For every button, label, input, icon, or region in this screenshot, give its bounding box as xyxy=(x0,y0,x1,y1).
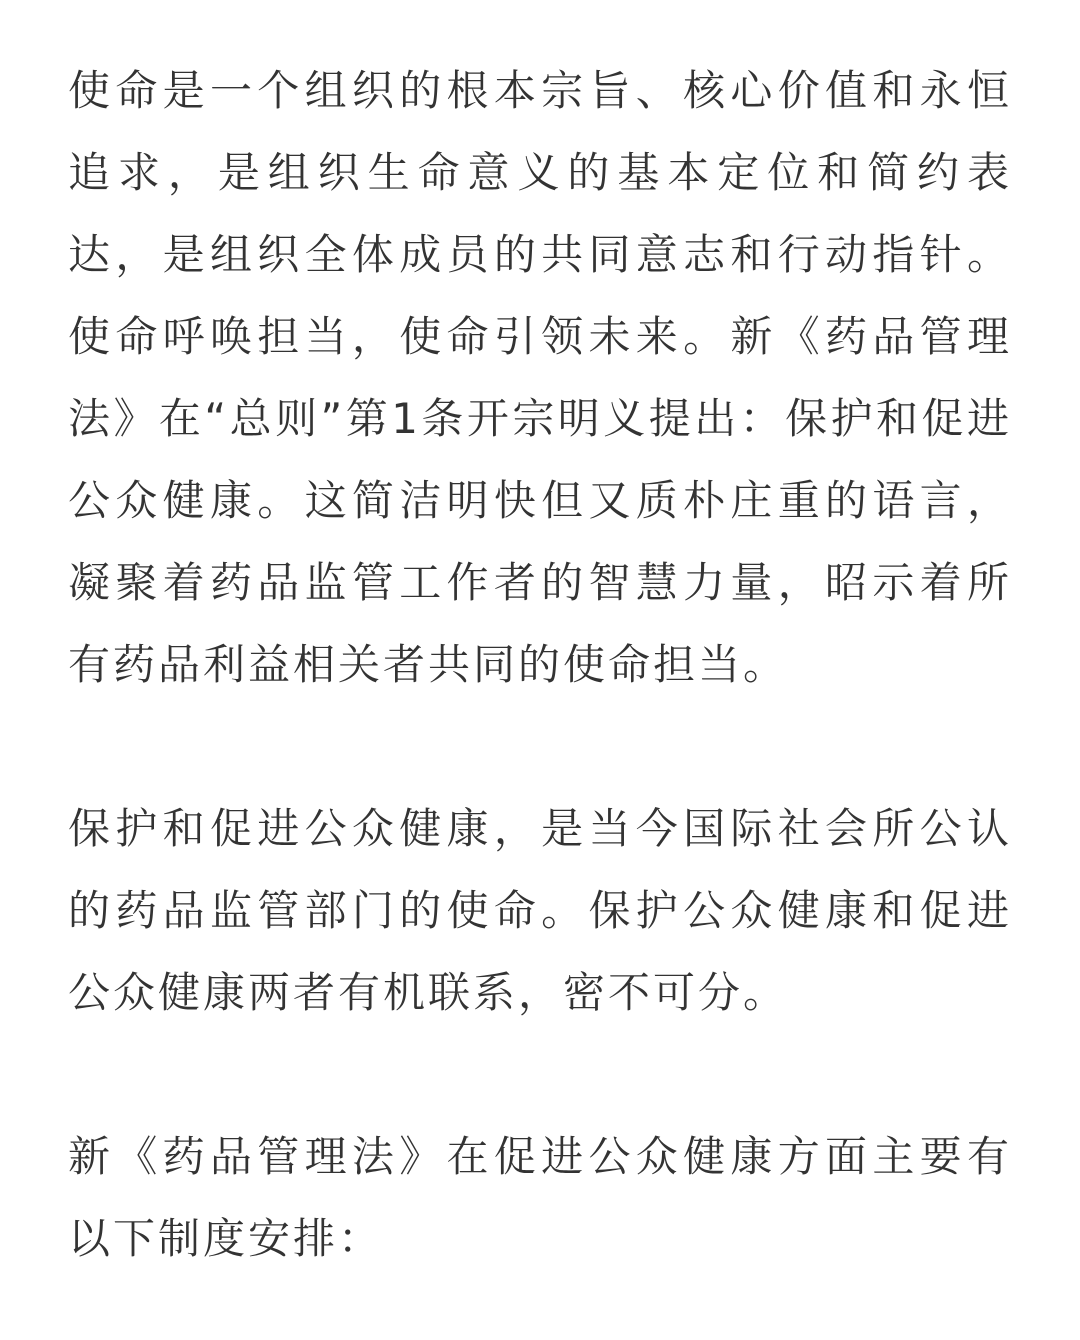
paragraph-arrangements: 新《药品管理法》在促进公众健康方面主要有以下制度安排： xyxy=(68,1132,1012,1263)
paragraph-public-health: 保护和促进公众健康，是当今国际社会所公认的药品监管部门的使命。保护公众健康和促进公众健康两者有机联系，密不可分。 xyxy=(68,804,1012,1017)
article-body xyxy=(68,50,1012,1280)
paragraph-mission: 使命是一个组织的根本宗旨、核心价值和永恒追求，是组织生命意义的基本定位和简约表达，是组织全体成员的共同意志和行动指针。使命呼唤担当，使命引领未来。新《药品管理法》在“总则”第1条开宗明义提出：保护和促进公众健康。这简洁明快但又质朴庄重的语言，凝聚着药品监管工作者的智慧力量，昭示着所有药品利益相关者共同的使命担当。 xyxy=(68,66,1012,689)
